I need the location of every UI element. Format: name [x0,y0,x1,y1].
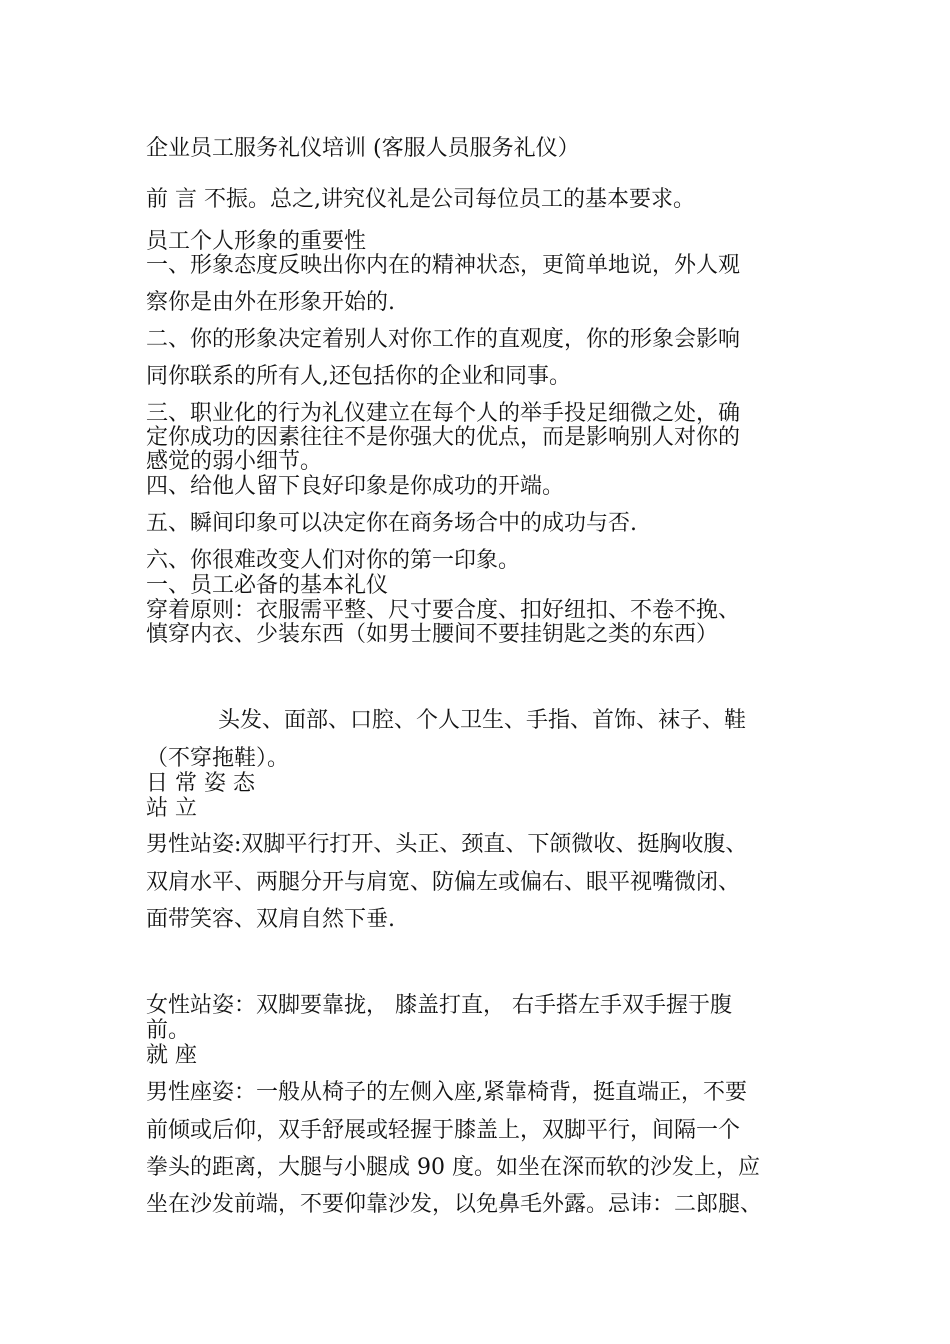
paragraph-line: 四、给他人留下良好印象是你成功的开端。 [146,474,565,499]
paragraph-line: 双肩水平、两腿分开与肩宽、防偏左或偏右、眼平视嘴微闭、 [146,870,741,895]
subheading-standing: 站 立 [146,796,197,821]
paragraph-line: 察你是由外在形象开始的. [146,290,395,315]
paragraph-line: 女性站姿：双脚要靠拢， 膝盖打直， 右手搭左手双手握于腹 [146,993,732,1018]
paragraph-line: 穿着原则：衣服需平整、尺寸要合度、扣好纽扣、不卷不挽、 [146,598,741,623]
paragraph-line: 感觉的弱小细节。 [146,449,323,474]
paragraph-line: 拳头的距离，大腿与小腿成 90 度。如坐在深而软的沙发上，应 [146,1155,760,1180]
paragraph-line: 坐在沙发前端，不要仰靠沙发，以免鼻毛外露。忌讳：二郎腿、 [146,1192,763,1217]
paragraph-line: 二、你的形象决定着别人对你工作的直观度，你的形象会影响 [146,327,741,352]
section-heading-daily-posture: 日 常 姿 态 [146,771,255,796]
paragraph-line: 头发、面部、口腔、个人卫生、手指、首饰、袜子、鞋 [218,708,747,733]
section-heading-basic-etiquette: 一、员工必备的基本礼仪 [146,573,389,598]
paragraph-line: 男性站姿:双脚平行打开、头正、颈直、下颌微收、挺胸收腹、 [146,832,748,857]
paragraph-line: 前倾或后仰，双手舒展或轻握于膝盖上，双脚平行，间隔一个 [146,1118,741,1143]
paragraph-line: 男性座姿：一般从椅子的左侧入座,紧靠椅背，挺直端正，不要 [146,1080,747,1105]
paragraph-line: 同你联系的所有人,还包括你的企业和同事。 [146,364,571,389]
paragraph-line: （不穿拖鞋）。 [146,746,290,771]
paragraph-line: 定你成功的因素往往不是你强大的优点，而是影响别人对你的 [146,425,741,450]
paragraph-line: 六、你很难改变人们对你的第一印象。 [146,548,521,573]
section-heading-personal-image: 员工个人形象的重要性 [146,229,367,254]
paragraph-line: 面带笑容、双肩自然下垂. [146,907,395,932]
paragraph-line: 一、形象态度反映出你内在的精神状态，更简单地说，外人观 [146,253,741,278]
document-title: 企业员工服务礼仪培训 (客服人员服务礼仪） [146,136,580,161]
paragraph-line: 三、职业化的行为礼仪建立在每个人的举手投足细微之处，确 [146,401,741,426]
paragraph-line: 五、瞬间印象可以决定你在商务场合中的成功与否. [146,511,637,536]
subheading-sitting: 就 座 [146,1043,197,1068]
paragraph-line: 慎穿内衣、少装东西（如男士腰间不要挂钥匙之类的东西） [146,622,719,647]
paragraph-line: 前。 [146,1018,191,1043]
preface-line: 前 言 不振。总之,讲究仪礼是公司每位员工的基本要求。 [146,187,695,212]
